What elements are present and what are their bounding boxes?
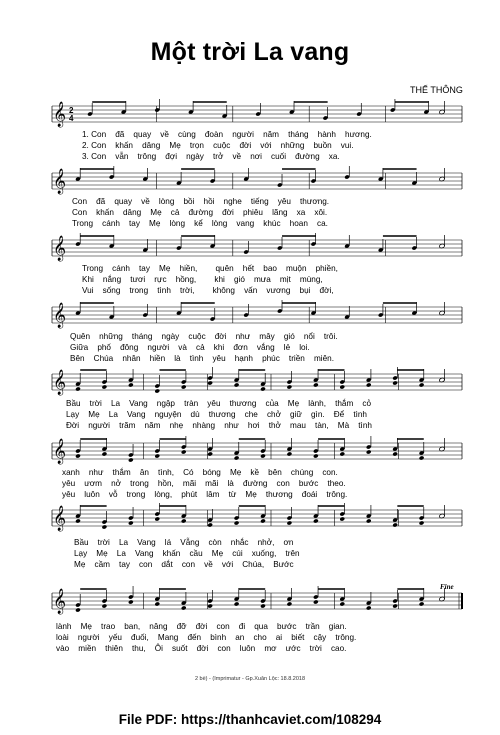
note-head	[313, 599, 319, 604]
lyric-line: Vui sống trong tình trời, không vấn vương bụi đời,	[82, 286, 334, 295]
note-head	[339, 516, 345, 521]
note-head	[313, 453, 319, 458]
time-signature-bottom: 4	[69, 114, 74, 123]
lyric-line: 3. Con vẫn trông đợi ngày trở về nơi cuối đường xa.	[82, 152, 340, 161]
note-head	[128, 457, 134, 462]
note-head	[419, 382, 425, 387]
note-head	[207, 603, 213, 608]
treble-clef-icon: 𝄞	[53, 439, 67, 464]
note-head	[313, 518, 319, 523]
note-head	[181, 384, 187, 389]
note-head	[102, 451, 108, 456]
note-head	[392, 603, 398, 608]
lyric-line: Con khấn dâng Mẹ cả đường đời phiêu lãng xa xôi.	[72, 208, 328, 217]
treble-clef-icon: 𝄞	[53, 236, 67, 261]
imprimatur-note: 2 bè) - (Imprimatur - Gp.Xuân Lộc: 18.8.2018	[194, 676, 306, 682]
note-head	[260, 518, 266, 523]
note-head	[234, 601, 240, 606]
fine-marker: Fine	[440, 583, 454, 591]
note-head	[154, 388, 160, 393]
note-head	[154, 516, 160, 521]
pdf-link[interactable]: File PDF: https://thanhcaviet.com/108294	[118, 712, 382, 727]
note-head	[154, 601, 160, 606]
note-head	[392, 522, 398, 527]
note-head	[287, 601, 293, 606]
note-head	[339, 384, 345, 389]
note-head	[207, 380, 213, 385]
lyric-line: Đời người trăm năm nhẹ nhàng như hơi thở mau tàn, Mà tình	[66, 421, 372, 430]
note-head	[75, 386, 81, 391]
lyric-line: yêu luôn vỗ trong lòng, phút lâm từ Mẹ thương đoái trông.	[62, 490, 348, 499]
lyric-line: lành Mẹ trao ban, nâng đỡ đời con đi qua bước trần gian.	[56, 622, 347, 631]
lyric-line: Bầu trời La Vang ngập tràn yêu thương của Mẹ lành, thắm cỏ	[66, 399, 372, 408]
lyric-line: Lạy Mẹ La Vang khấn cầu Mẹ cúi xuống, trên	[74, 549, 300, 558]
treble-clef-icon: 𝄞	[53, 303, 67, 328]
lyric-line: Giữa phố đông người và cả khi đơn vắng lẻ loi.	[70, 343, 310, 352]
treble-clef-icon: 𝄞	[53, 506, 67, 531]
note-head	[75, 607, 81, 612]
lyric-line: Mẹ cầm tay con dắt con về với Chúa, Bước	[74, 560, 294, 569]
time-signature-top: 2	[69, 106, 74, 115]
note-head	[392, 380, 398, 385]
note-head	[260, 603, 266, 608]
note-head	[313, 382, 319, 387]
note-head	[366, 518, 372, 523]
lyric-line: loài người yếu đuối, Mang đến bình an cho ai biết cậy trông.	[56, 633, 357, 642]
lyric-line: Bầu trời La Vang lá Vẫng còn nhắc nhở, ơn	[74, 538, 294, 547]
treble-clef-icon: 𝄞	[53, 370, 67, 395]
note-head	[128, 382, 134, 387]
note-head	[207, 451, 213, 456]
lyric-line: Trong cánh tay Mẹ hiền, quên hết bao muộn phiền,	[82, 264, 338, 273]
song-title: Một trời La vang	[150, 38, 350, 66]
note-head	[366, 449, 372, 454]
lyric-line: vào miền thiên thu, Ôi suốt đời con luôn mơ ước trời cao.	[56, 644, 347, 653]
note-head	[339, 601, 345, 606]
lyric-line: Quên những tháng ngày cuộc đời như mây gió nổi trôi.	[70, 332, 338, 341]
note-head	[128, 520, 134, 525]
note-head	[419, 520, 425, 525]
note-head	[392, 451, 398, 456]
note-head	[102, 524, 108, 529]
lyric-line: Khi nắng tươi rực hồng, khi gió mưa mịt mùng,	[82, 275, 323, 284]
note-head	[339, 451, 345, 456]
note-head	[366, 605, 372, 610]
note-head	[128, 599, 134, 604]
treble-clef-icon: 𝄞	[53, 169, 67, 194]
note-head	[154, 453, 160, 458]
lyric-line: 2. Con khấn dâng Mẹ trọn cuộc đời với những buồn vui.	[82, 141, 354, 150]
treble-clef-icon: 𝄞	[53, 589, 67, 614]
note-head	[234, 455, 240, 460]
lyric-line: Con đã quay về lòng bồi hồi nghe tiếng yêu thương.	[72, 197, 330, 206]
note-head	[75, 518, 81, 523]
lyric-line: Bên Chúa nhân hiền là tình yêu hạnh phúc triền miên.	[70, 354, 334, 363]
note-head	[102, 384, 108, 389]
composer-name: THẾ THÔNG	[410, 85, 463, 95]
note-head	[287, 451, 293, 456]
note-head	[234, 520, 240, 525]
note-head	[260, 453, 266, 458]
note-head	[287, 520, 293, 525]
note-head	[419, 455, 425, 460]
note-head	[181, 518, 187, 523]
note-head	[366, 382, 372, 387]
note-head	[75, 453, 81, 458]
note-head	[234, 382, 240, 387]
note-head	[207, 522, 213, 527]
note-head	[419, 601, 425, 606]
lyric-line: xanh như thắm ân tình, Có bóng Mẹ kề bên chúng con.	[62, 468, 338, 477]
note-head	[181, 449, 187, 454]
lyric-line: 1. Con đã quay về cùng đoàn người năm tháng hành hương.	[82, 130, 372, 139]
note-head	[260, 386, 266, 391]
lyric-line: Lạy Mẹ La Vang nguyện dù thương che chở giữ gìn. Để tình	[66, 410, 367, 419]
treble-clef-icon: 𝄞	[53, 102, 67, 127]
note-head	[287, 384, 293, 389]
note-head	[181, 605, 187, 610]
lyric-line: yêu ươm nở trong hồn, mãi mãi là đường con bước theo.	[62, 479, 346, 488]
lyric-line: Trong cánh tay Mẹ lòng kể lòng vang khúc hoan ca.	[72, 219, 328, 228]
note-head	[102, 603, 108, 608]
